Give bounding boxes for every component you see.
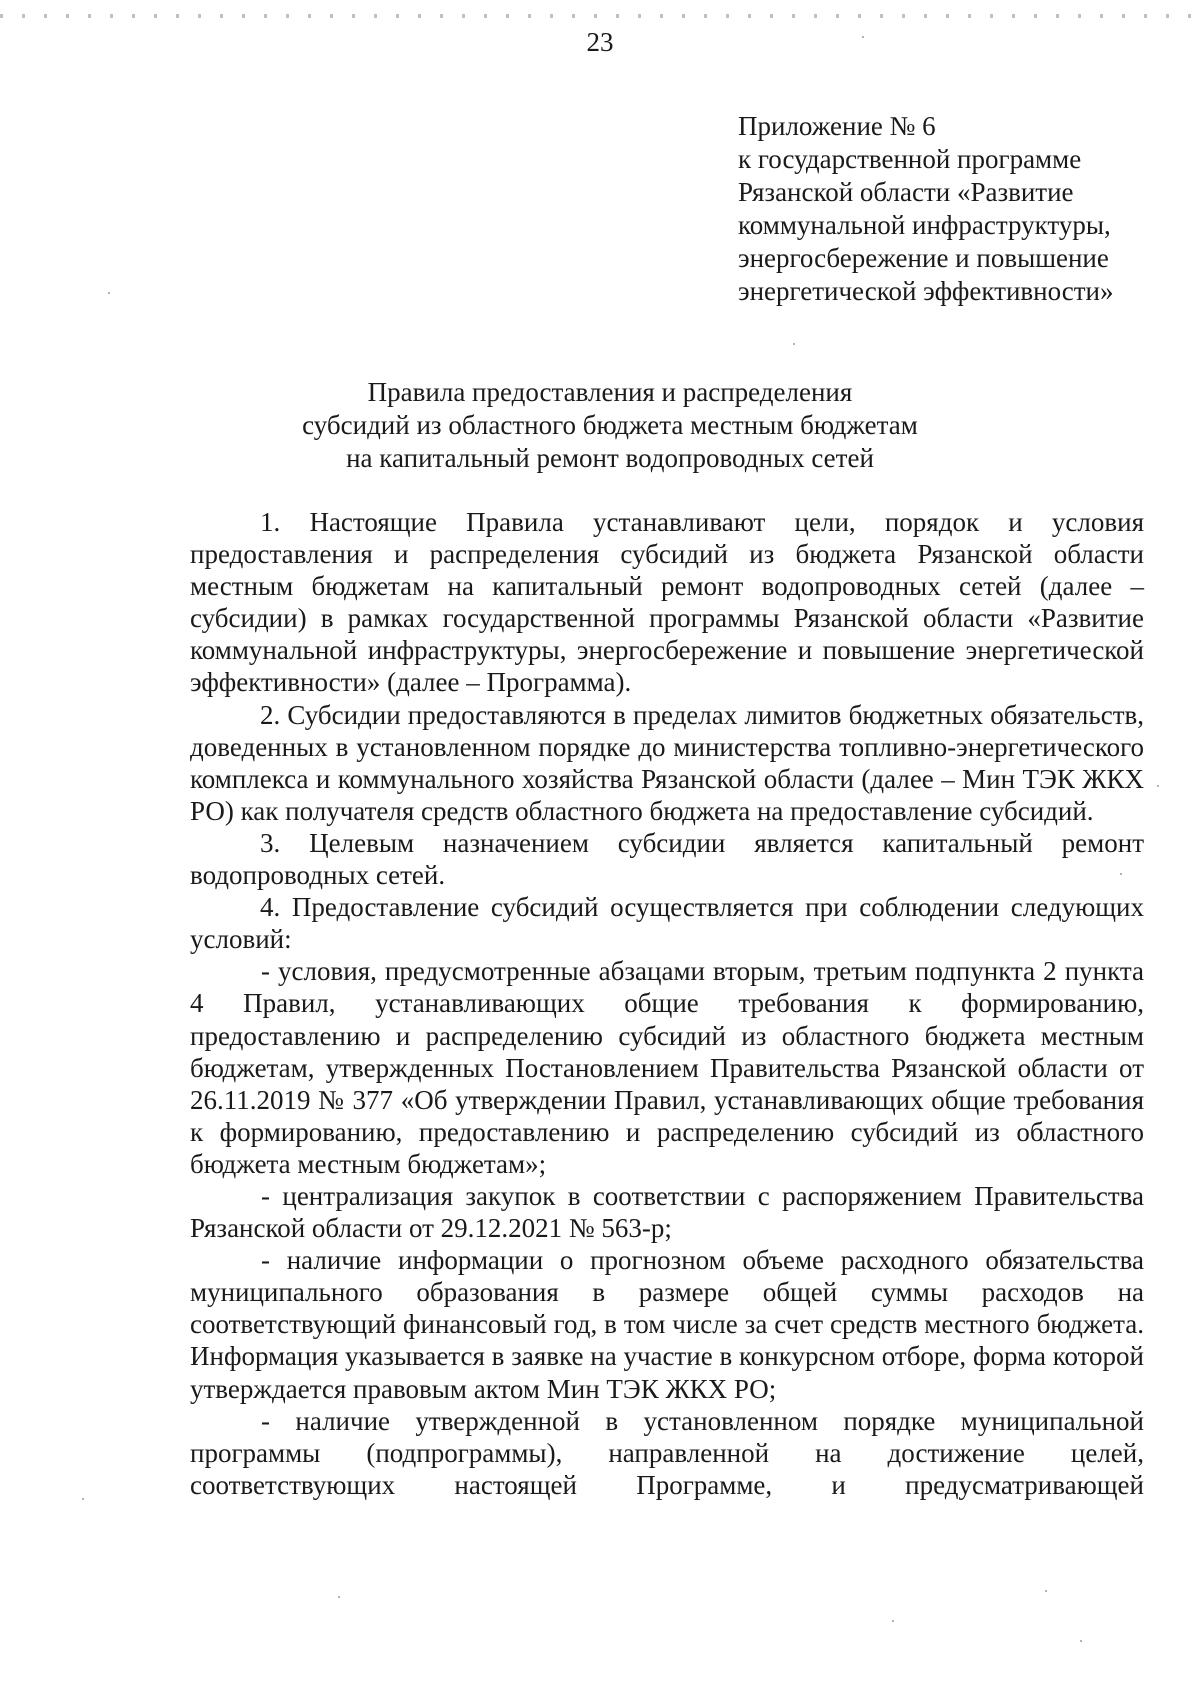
scan-noise (0, 14, 1200, 18)
appendix-line: Приложение № 6 (738, 111, 936, 141)
document-title (0, 376, 1200, 475)
paragraph-2: 2. Субсидии предоставляются в пределах лимитов бюджетных обязательств, доведенных в установленном порядке до министерства топливно-энергетического комплекса и коммунального хозяйства Рязанской области (далее – Мин ТЭК ЖКХ РО) как получателя средств областного бюджета на предоставление субсидий. (190, 699, 1144, 826)
paragraph-1: 1. Настоящие Правила устанавливают цели, порядок и условия предоставления и распределения субсидий из бюджета Рязанской области местным бюджетам на капитальный ремонт водопроводных сетей (далее – субсидии) в рамках государственной программы Рязанской области «Развитие коммунальной инфраструктуры, энергосбережение и повышение энергетической эффективности» (далее – Программа). (190, 507, 1144, 698)
appendix-block (738, 110, 1178, 308)
scan-speck (1120, 873, 1122, 875)
title-line: субсидий из областного бюджета местным бюджетам (302, 410, 918, 440)
title-line: на капитальный ремонт водопроводных сетей (346, 443, 874, 473)
scan-speck (892, 1620, 894, 1622)
scan-speck (108, 292, 110, 294)
condition-item-2: - централизация закупок в соответствии с распоряжением Правительства Рязанской области от 29.12.2021 № 563-р; (190, 1180, 1144, 1244)
paragraph-3: 3. Целевым назначением субсидии является капитальный ремонт водопроводных сетей. (190, 827, 1144, 891)
scan-speck (793, 343, 795, 345)
scan-speck (1157, 785, 1159, 787)
condition-item-1: - условия, предусмотренные абзацами вторым, третьим подпункта 2 пункта 4 Правил, устанавливающих общие требования к формированию, предоставлению и распределению субсидий из областного бюджета местным бюджетам, утвержденных Постановлением Правительства Рязанской области от 26.11.2019 № 377 «Об утверждении Правил, устанавливающих общие требования к формированию, предоставлению и распределению субсидий из областного бюджета местным бюджетам»; (190, 956, 1144, 1179)
title-line: Правила предоставления и распределения (367, 377, 853, 407)
condition-item-3: - наличие информации о прогнозном объеме расходного обязательства муниципального образования в размере общей суммы расходов на соответствующий финансовый год, в том числе за счет средств местного бюджета. Информация указывается в заявке на участие в конкурсном отборе, форма которой утверждается правовым актом Мин ТЭК ЖКХ РО; (190, 1245, 1144, 1404)
scan-speck (1045, 1590, 1047, 1592)
appendix-line: Рязанской области «Развитие (738, 177, 1074, 207)
appendix-line: энергосбережение и повышение (738, 243, 1109, 273)
scan-speck (338, 1596, 340, 1598)
appendix-line: энергетической эффективности» (738, 276, 1114, 306)
document-body (190, 506, 1144, 1501)
appendix-line: коммунальной инфраструктуры, (738, 210, 1111, 240)
scan-speck (862, 36, 864, 38)
page-number: 23 (586, 27, 614, 57)
condition-item-4: - наличие утвержденной в установленном порядке муниципальной программы (подпрограммы), направленной на достижение целей, соответствующих настоящей Программе, и предусматривающей (190, 1405, 1144, 1500)
paragraph-4: 4. Предоставление субсидий осуществляется при соблюдении следующих условий: (190, 892, 1144, 955)
scan-speck (82, 1498, 84, 1500)
scan-speck (1080, 1640, 1082, 1642)
appendix-line: к государственной программе (738, 144, 1082, 174)
